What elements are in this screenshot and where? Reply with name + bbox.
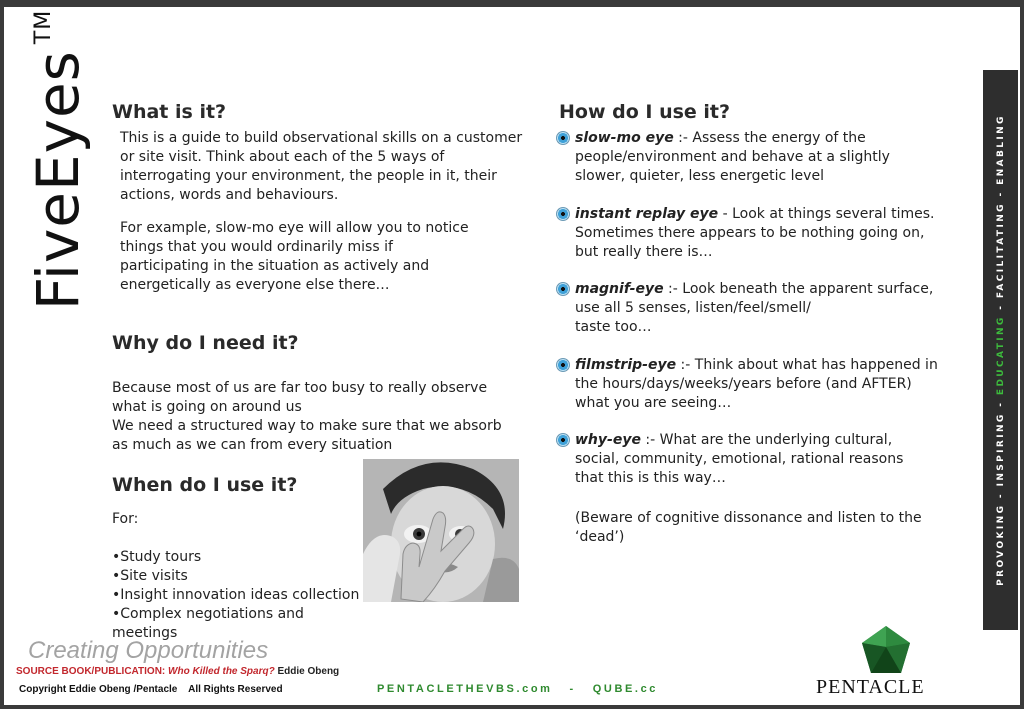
eye-sep: :- [676, 357, 695, 373]
when-list-item [112, 586, 372, 605]
brand-trademark: TM [31, 9, 56, 45]
eye-line: Look beneath the apparent surface, [682, 281, 934, 297]
brand-title-text: FiveEyes [24, 50, 92, 311]
eye-sep: :- [663, 281, 683, 297]
sidebar-values-highlight: EDUCATING [996, 315, 1006, 396]
why-line: Because most of us are far too busy to really observe [112, 380, 488, 396]
when-list-item [112, 548, 372, 567]
eye-sep: :- [673, 130, 693, 146]
what-heading: What is it? [112, 101, 227, 123]
web-links[interactable]: PENTACLETHEVBS.com - QUBE.cc [377, 683, 659, 695]
what-paragraph-2 [120, 219, 540, 295]
eye-line: but really there is… [575, 244, 713, 260]
source-author: Eddie Obeng [277, 666, 340, 677]
eye-line: slower, quieter, less energetic level [575, 168, 824, 184]
when-item-text: Study tours [120, 549, 202, 565]
eye-line: the hours/days/weeks/years before (and AFTER) [575, 376, 912, 392]
eye-line: Look at things several times. [732, 206, 935, 222]
sidebar-values-text [996, 114, 1006, 586]
when-list [112, 548, 372, 643]
when-item-text: Complex negotiations and meetings [112, 606, 304, 641]
note-line: (Beware of cognitive dissonance and listen to the [575, 510, 922, 526]
what-paragraph-1 [120, 129, 540, 205]
source-label: SOURCE BOOK/PUBLICATION: [16, 666, 169, 677]
why-heading: Why do I need it? [112, 332, 299, 354]
eye-item-slow-mo [556, 129, 946, 186]
eye-item-filmstrip [556, 356, 946, 413]
when-intro: For: [112, 511, 139, 527]
eye-term: magnif-eye [575, 281, 664, 297]
eye-item-instant-replay [556, 205, 946, 262]
pentacle-gem-logo [860, 625, 912, 675]
eye-line: taste too… [575, 319, 652, 335]
eye-term: filmstrip-eye [575, 357, 677, 373]
why-line: as much as we can from every situation [112, 437, 393, 453]
when-body [112, 510, 372, 643]
tagline: Creating Opportunities [28, 637, 269, 664]
hand-over-eye-photo [363, 459, 519, 602]
why-body [112, 379, 532, 455]
what-p1-line: actions, words and behaviours. [120, 187, 339, 203]
eye-line: Sometimes there appears to be nothing going on, [575, 225, 925, 241]
when-heading: When do I use it? [112, 474, 298, 496]
eye-icon [556, 131, 570, 145]
what-body [120, 129, 540, 309]
what-p1-line: or site visit. Think about each of the 5 ways of [120, 149, 445, 165]
brand-title [24, 10, 92, 311]
when-list-item [112, 567, 372, 586]
what-p2-line: For example, slow-mo eye will allow you to notice [120, 220, 469, 236]
eye-item-why [556, 431, 946, 488]
note-line: ‘dead’) [575, 529, 625, 545]
what-p2-line: things that you would ordinarily miss if [120, 239, 393, 255]
why-line: We need a structured way to make sure that we absorb [112, 418, 502, 434]
source-line [16, 666, 339, 677]
how-heading: How do I use it? [559, 101, 731, 123]
eye-line: that this is this way… [575, 470, 726, 486]
eye-sep: - [718, 206, 733, 222]
sidebar-values-part1: PROVOKING - INSPIRING - [996, 395, 1006, 586]
when-item-text: Site visits [120, 568, 188, 584]
eye-term: instant replay eye [575, 206, 719, 222]
eye-line: what you are seeing… [575, 395, 732, 411]
source-title: Who Killed the Sparq? [168, 666, 275, 677]
copyright: Copyright Eddie Obeng /Pentacle All Rights Reserved [19, 684, 283, 695]
how-note [575, 509, 955, 547]
eye-line: Assess the energy of the [692, 130, 866, 146]
eye-icon [556, 207, 570, 221]
pentacle-logo-text: PENTACLE [816, 676, 925, 698]
eye-line: people/environment and behave at a slightly [575, 149, 890, 165]
when-item-text: Insight innovation ideas collection [120, 587, 360, 603]
eye-sep: :- [640, 432, 660, 448]
sidebar-values-part2: - FACILITATING - ENABLING [996, 114, 1006, 316]
eye-icon [556, 433, 570, 447]
eye-icon [556, 358, 570, 372]
eye-term: why-eye [575, 432, 641, 448]
eye-line: use all 5 senses, listen/feel/smell/ [575, 300, 811, 316]
eye-line: Think about what has happened in [694, 357, 938, 373]
eye-icon [556, 282, 570, 296]
what-p2-line: energetically as everyone else there… [120, 277, 390, 293]
hand-over-eye-illustration [363, 459, 519, 602]
what-p1-line: This is a guide to build observational skills on a customer [120, 130, 523, 146]
eye-line: social, community, emotional, rational reasons [575, 451, 904, 467]
eye-term: slow-mo eye [575, 130, 674, 146]
eye-line: What are the underlying cultural, [659, 432, 893, 448]
what-p1-line: interrogating your environment, the people in it, their [120, 168, 497, 184]
why-line: what is going on around us [112, 399, 302, 415]
what-p2-line: participating in the situation as actively and [120, 258, 430, 274]
eye-item-magnif [556, 280, 946, 337]
